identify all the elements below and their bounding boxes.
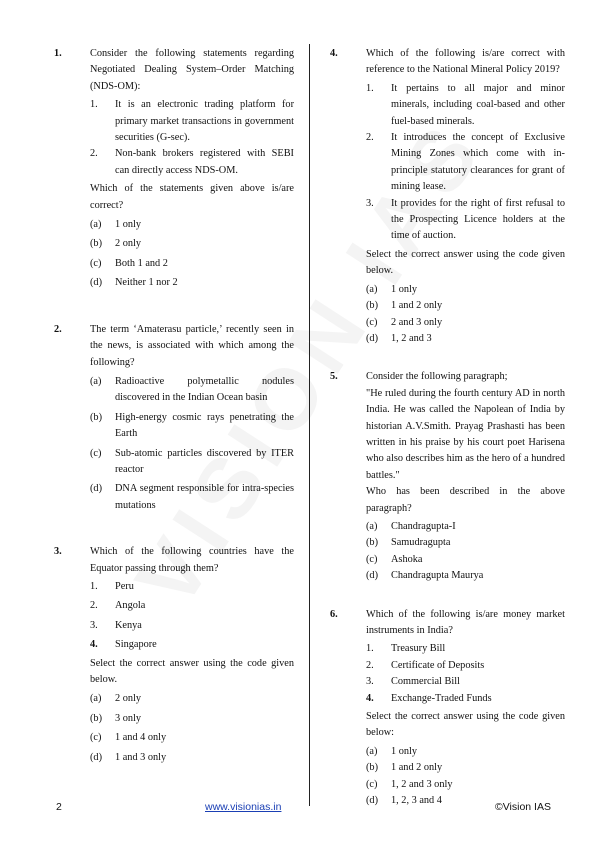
statement-item: 3. Commercial Bill bbox=[366, 676, 460, 688]
option-list bbox=[366, 282, 565, 348]
option-c[interactable]: (c) Ashoka bbox=[366, 553, 423, 565]
statement-item: 4. Exchange-Traded Funds bbox=[366, 692, 492, 704]
question-stem: Consider the following statements regarding Negotiated Dealing System–Order Matching (NDS-OM): bbox=[90, 48, 294, 92]
statement-item: 1. Treasury Bill bbox=[366, 643, 446, 655]
option-c[interactable]: (c) 2 and 3 only bbox=[366, 316, 443, 328]
statement-item: 2. Non-bank brokers registered with SEBI can directly access NDS-OM. bbox=[90, 148, 294, 176]
statement-list bbox=[366, 81, 565, 245]
question-6 bbox=[330, 607, 565, 810]
question-4 bbox=[330, 46, 565, 347]
website-link[interactable]: www.visionias.in bbox=[205, 801, 282, 813]
option-list bbox=[366, 519, 565, 585]
option-c[interactable]: (c) 1, 2 and 3 only bbox=[366, 778, 453, 790]
option-d[interactable]: (d) DNA segment responsible for intra-species mutations bbox=[90, 483, 294, 511]
option-b[interactable]: (b) 1 and 2 only bbox=[366, 300, 443, 312]
option-a[interactable]: (a) 1 only bbox=[366, 283, 418, 295]
option-a[interactable]: (a) Chandragupta-I bbox=[366, 520, 456, 532]
option-d[interactable]: (d) Chandragupta Maurya bbox=[366, 570, 484, 582]
question-1 bbox=[54, 46, 294, 292]
option-list bbox=[90, 691, 294, 766]
question-number: 1. bbox=[54, 48, 62, 59]
column-divider bbox=[309, 44, 310, 806]
statement-item: 3. Kenya bbox=[90, 619, 142, 631]
question-number: 2. bbox=[54, 323, 62, 335]
option-c[interactable]: (c) Sub-atomic particles discovered by ITER reactor bbox=[90, 447, 294, 475]
question-stem: The term ‘Amaterasu particle,’ recently seen in the news, is associated with which among the following? bbox=[90, 323, 294, 368]
statement-list bbox=[90, 579, 294, 654]
statement-item: 1. It is an electronic trading platform for primary market transactions in government securities (G-sec). bbox=[90, 99, 294, 144]
question-prompt: Which of the statements given above is/are correct? bbox=[90, 183, 294, 211]
question-number: 6. bbox=[330, 608, 338, 620]
statement-item: 2. Angola bbox=[90, 600, 146, 612]
statement-list bbox=[90, 97, 294, 179]
page-number: 2 bbox=[56, 801, 62, 813]
question-prompt: Select the correct answer using the code given below. bbox=[366, 248, 565, 277]
brand-footer: ©Vision IAS bbox=[495, 801, 551, 813]
question-number: 3. bbox=[54, 546, 62, 558]
statement-list bbox=[366, 641, 565, 707]
question-stem: Which of the following countries have the Equator passing through them? bbox=[90, 546, 294, 574]
question-stem: Which of the following is/are correct with reference to the National Mineral Policy 2019? bbox=[366, 48, 565, 76]
option-d[interactable]: (d) 1 and 3 only bbox=[90, 751, 167, 763]
option-b[interactable]: (b) 1 and 2 only bbox=[366, 762, 443, 774]
question-number: 4. bbox=[330, 48, 338, 59]
question-2 bbox=[54, 322, 294, 514]
option-d[interactable]: (d) 1, 2, 3 and 4 bbox=[366, 795, 442, 807]
statement-item: 2. It introduces the concept of Exclusive Mining Zones which come with in-principle statutory clearances for grant of mining lease. bbox=[366, 132, 565, 193]
question-prompt: Select the correct answer using the code given below: bbox=[366, 711, 565, 739]
statement-item: 4. Singapore bbox=[90, 639, 157, 651]
question-prompt: Select the correct answer using the code given below. bbox=[90, 657, 294, 685]
option-b[interactable]: (b) Samudragupta bbox=[366, 537, 451, 549]
question-prompt: Who has been described in the above paragraph? bbox=[366, 486, 565, 514]
option-a[interactable]: (a) 1 only bbox=[90, 219, 142, 231]
option-b[interactable]: (b) 2 only bbox=[90, 238, 142, 250]
statement-item: 1. Peru bbox=[90, 580, 134, 592]
option-c[interactable]: (c) 1 and 4 only bbox=[90, 732, 167, 744]
option-d[interactable]: (d) 1, 2 and 3 bbox=[366, 332, 432, 344]
question-3 bbox=[54, 544, 294, 766]
question-number: 5. bbox=[330, 371, 338, 383]
option-d[interactable]: (d) Neither 1 nor 2 bbox=[90, 277, 178, 289]
left-column bbox=[54, 46, 294, 768]
question-5 bbox=[330, 369, 565, 584]
option-list bbox=[90, 217, 294, 292]
question-paragraph: "He ruled during the fourth century AD in north India. He was called the Napolean of India by historian A.V.Smith. Prayag Prashasti has been written in his praise by his court poet Harisena who also describes him as the hero of a hundred battles." bbox=[366, 387, 565, 481]
statement-item: 2. Certificate of Deposits bbox=[366, 659, 485, 671]
statement-item: 1. It pertains to all major and minor minerals, including coal-based and other fuel-based minerals. bbox=[366, 82, 565, 127]
option-b[interactable]: (b) 3 only bbox=[90, 712, 142, 724]
question-stem: Which of the following is/are money market instruments in India? bbox=[366, 608, 565, 636]
option-a[interactable]: (a) 2 only bbox=[90, 693, 142, 705]
question-stem: Consider the following paragraph; bbox=[366, 371, 508, 383]
statement-item: 3. It provides for the right of first refusal to the Prospecting Licence holders at the time of auction. bbox=[366, 197, 565, 242]
option-b[interactable]: (b) High-energy cosmic rays penetrating the Earth bbox=[90, 411, 294, 440]
option-list bbox=[366, 744, 565, 810]
option-a[interactable]: (a) Radioactive polymetallic nodules discovered in the Indian Ocean basin bbox=[90, 375, 294, 404]
option-a[interactable]: (a) 1 only bbox=[366, 745, 418, 757]
right-column bbox=[330, 46, 565, 811]
option-list bbox=[90, 374, 294, 514]
option-c[interactable]: (c) Both 1 and 2 bbox=[90, 257, 168, 269]
